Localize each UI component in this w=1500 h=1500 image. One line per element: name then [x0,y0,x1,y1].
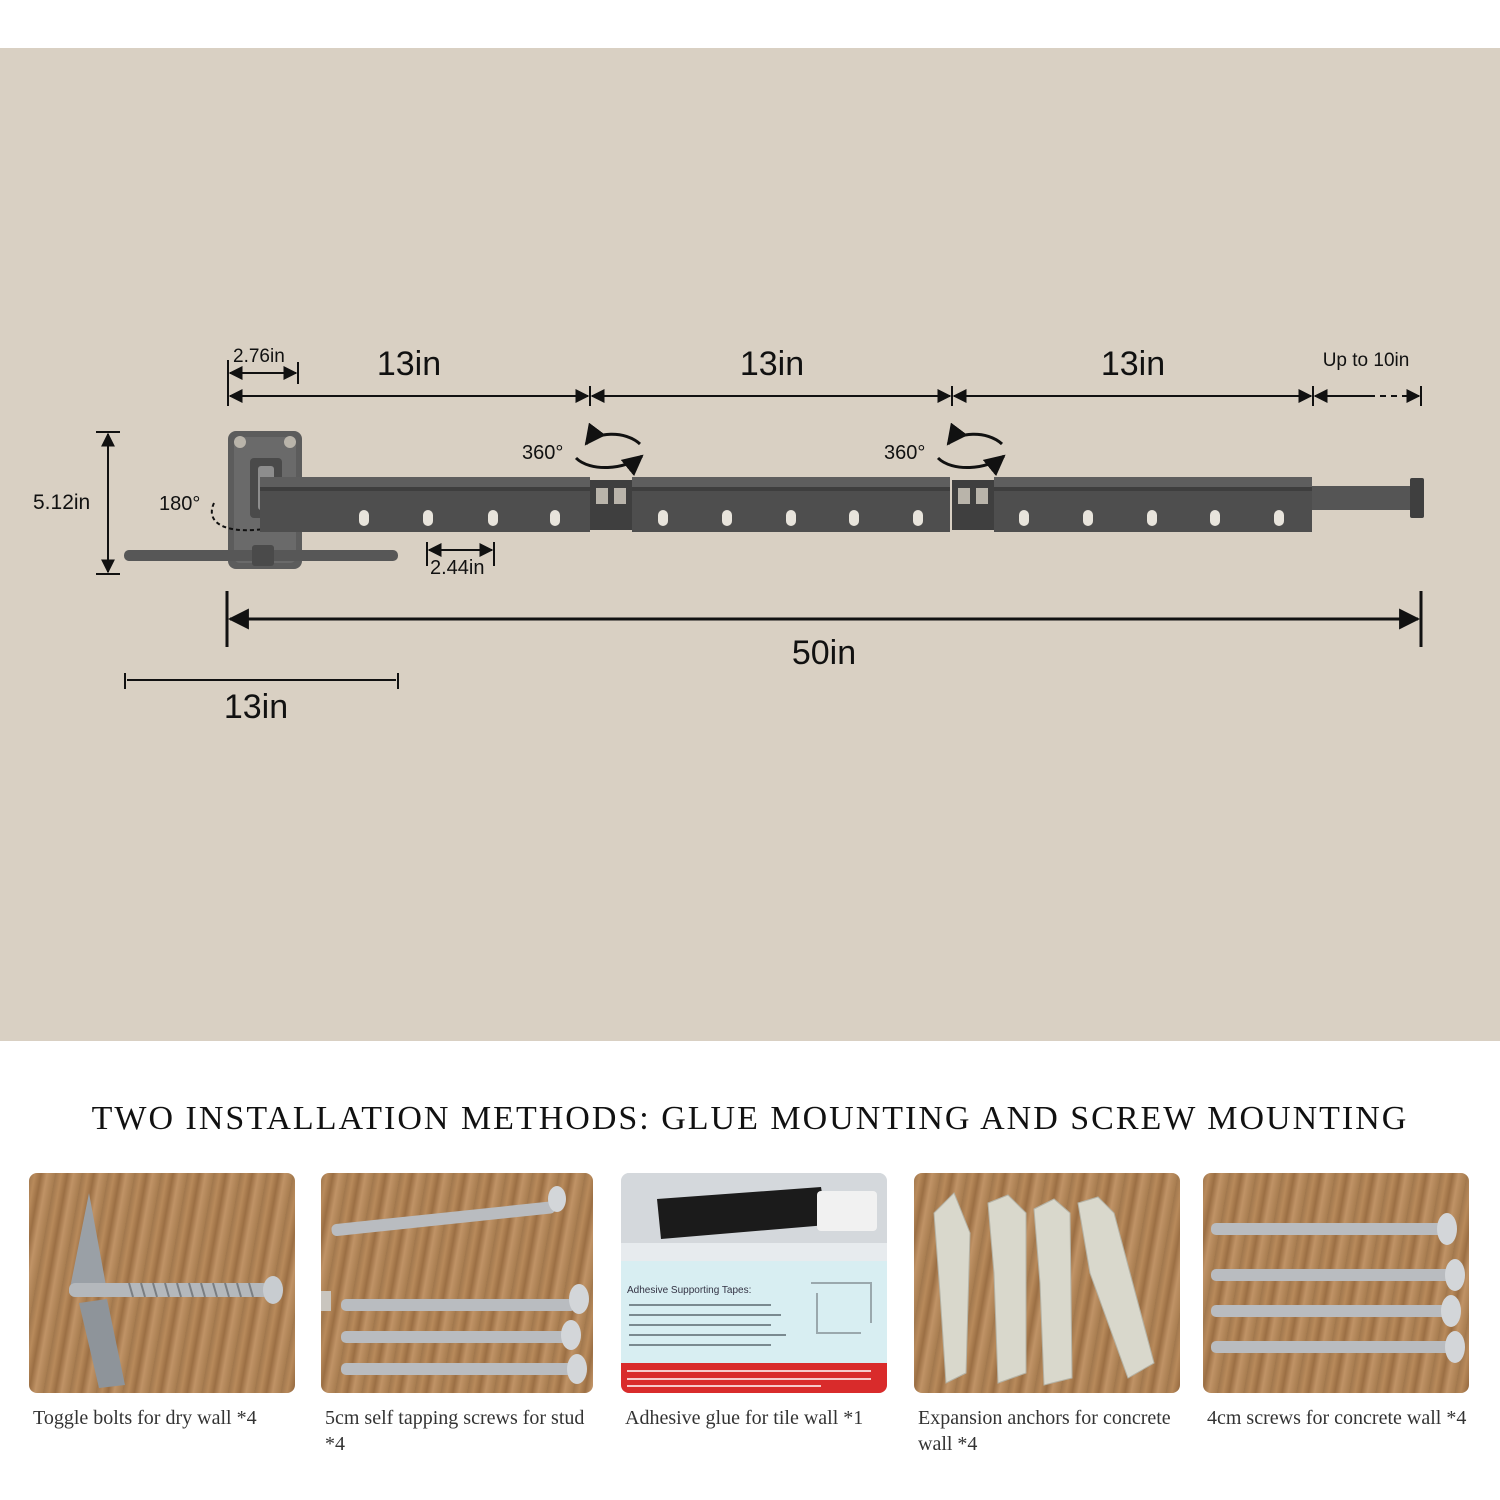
screws-photo [1203,1173,1469,1393]
glue-photo [621,1173,887,1393]
accessory-item-self-tapping-screws [321,1173,593,1457]
telescopic-extension [1312,478,1424,518]
joint-1-rotation-label: 360° [522,442,564,464]
accessory-item-expansion-anchors [914,1173,1180,1457]
accessory-item-concrete-screws [1203,1173,1469,1431]
accessory-caption: Toggle bolts for dry wall *4 [33,1407,257,1429]
joint-2-rotation-icon [938,434,1004,467]
toggle-bolt-photo [29,1173,295,1393]
bracket-rotation-label: 180° [159,493,201,515]
accessory-item-toggle-bolts [29,1173,295,1431]
segment-1-length-label: 13in [376,345,442,383]
accessory-caption: 4cm screws for concrete wall *4 [1207,1407,1467,1429]
height-dimension [96,432,120,574]
bottom-bar [124,545,398,566]
segment-2-length-label: 13in [739,345,805,383]
bracket-width-label: 2.76in [233,346,285,367]
accessory-caption: 5cm self tapping screws for stud *4 [325,1407,585,1455]
anchors-photo [914,1173,1180,1393]
joint-1-rotation-icon [576,434,642,467]
bottom-bar-length-label: 13in [223,688,289,726]
slot-spacing-label: 2.44in [430,557,485,579]
height-label: 5.12in [33,491,91,514]
joint-1 [590,480,632,530]
drying-rack-diagram [0,48,1500,1041]
product-diagram-panel [0,48,1500,1041]
accessory-item-adhesive-glue [621,1173,887,1431]
total-length-label: 50in [791,634,857,672]
segment-3-length-label: 13in [1100,345,1166,383]
joint-2 [952,480,994,530]
screws-photo [321,1173,593,1393]
joint-2-rotation-label: 360° [884,442,926,464]
extension-length-label: Up to 10in [1322,350,1410,371]
bottom-bar-dimension [125,673,398,689]
accessory-caption: Adhesive glue for tile wall *1 [625,1407,864,1429]
tape-title: Adhesive Supporting Tapes: [627,1285,752,1296]
installation-heading: TWO INSTALLATION METHODS: GLUE MOUNTING AND SCREW MOUNTING [91,1100,1409,1137]
accessory-caption: Expansion anchors for concrete wall *4 [918,1407,1171,1455]
